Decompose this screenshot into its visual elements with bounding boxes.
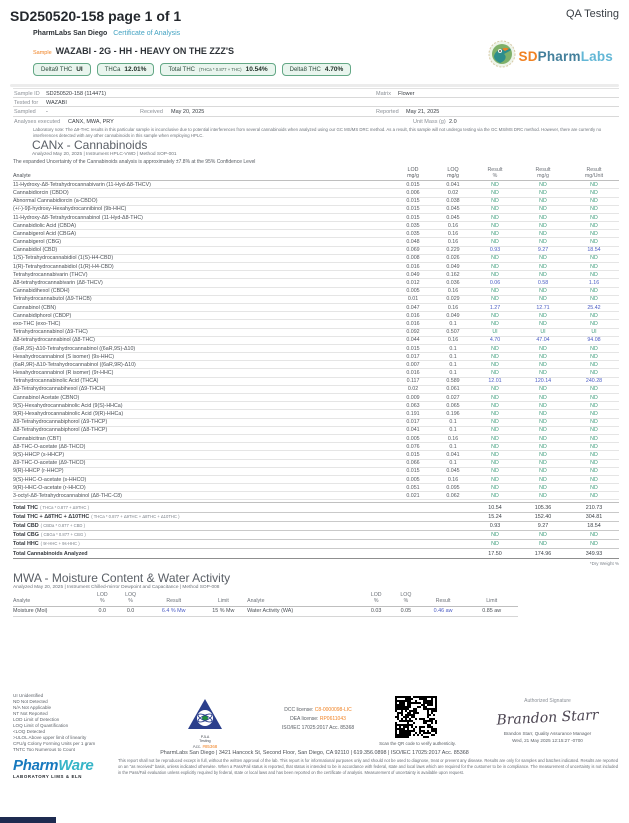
cannabinoid-row: 1(S)-Tetrahydrocannabidiol (1(S)-H4-CBD) 0.008 0.026 ND ND ND bbox=[13, 255, 619, 263]
cannabinoid-row: 9(R)-HHCP (r-HHCP) 0.015 0.045 ND ND ND bbox=[13, 468, 619, 476]
legend-list bbox=[13, 693, 95, 753]
sample-id-label: Sample ID bbox=[14, 91, 40, 97]
cannabinoid-row: Tetrahydrocannabinolic Acid (THCA) 0.117 0.589 12.01 120.14 240.28 bbox=[13, 378, 619, 386]
cannabinoids-table-header bbox=[13, 167, 619, 181]
header-analyte: Analyte bbox=[13, 173, 31, 180]
legend-item: CFU/g Colony Forming Units per 1 gram bbox=[13, 741, 96, 747]
summary-pills bbox=[33, 63, 351, 76]
matrix-label: Matrix bbox=[376, 91, 391, 97]
cannabinoid-table-body bbox=[13, 181, 619, 500]
sample-info-row bbox=[13, 98, 619, 108]
moisture-limit: 15 % Mw bbox=[212, 608, 235, 615]
sample-label: Sample bbox=[33, 50, 52, 56]
page-header bbox=[10, 8, 619, 24]
header-lod: LOD mg/g bbox=[407, 167, 419, 180]
cannabinoid-total-row: Total HHC ( 9r-HHC + 9s-HHC ) ND ND ND bbox=[13, 540, 619, 549]
license-block: DCC license: C8-0000098-LIC DEA license: RP0611043 ISO/IEC 17025:2017 Acc. 85368 bbox=[268, 706, 368, 732]
cannabinoids-meta: Analyzed May 20, 2025 | Instrument HPLC-VWD | Method SOP-001 bbox=[32, 152, 177, 157]
sample-info-row bbox=[13, 107, 619, 117]
water-activity-limit: 0.85 aw bbox=[482, 608, 502, 615]
cannabinoid-row: Cannabidiolic Acid (CBDA) 0.035 0.16 ND ND ND bbox=[13, 222, 619, 230]
signature-name-date: Brandon Starr, Quality Assurance Manager Wed, 21 May 2025 12:15:27 -0700 bbox=[503, 731, 592, 743]
moisture-table-header: Analyte LOD % LOQ % Result Limit Analyte LOD % LOQ % Result Limit bbox=[13, 593, 518, 607]
moisture-lod: 0.0 bbox=[98, 608, 107, 615]
cannabinoid-row: Cannabidihexol (CBDH) 0.005 0.16 ND ND ND bbox=[13, 288, 619, 296]
cannabinoid-row: Δ9-THC-O-acetate (Δ9-THCO) 0.066 0.1 ND ND ND bbox=[13, 460, 619, 468]
cannabinoid-row: (6aR,9S)-Δ10-Tetrahydrocannabinol ((6aR,9S)-Δ10) 0.015 0.1 ND ND ND bbox=[13, 345, 619, 353]
legend-item: LOD Limit of Detection bbox=[13, 717, 60, 723]
certificate-of-analysis-link[interactable]: Certificate of Analysis bbox=[113, 30, 181, 37]
lab-address-line: PharmLabs San Diego | 3421 Hancock St, Second Floor, San Diego, CA 92110 | 619.356.0898 | ISO/IEC 17025:2017 Acc. 85368 bbox=[160, 750, 469, 756]
tested-for-label: Tested for bbox=[14, 99, 39, 106]
cannabinoid-row: Tetrahydrocannabutol (Δ9-THCB) 0.01 0.029 ND ND ND bbox=[13, 296, 619, 304]
header-result-mgunit: Result mg/Unit bbox=[584, 167, 604, 180]
cannabinoid-row: Cannabicitran (CBT) 0.005 0.16 ND ND ND bbox=[13, 435, 619, 443]
qr-code-icon bbox=[395, 696, 437, 738]
unit-mass-value: 2.0 bbox=[449, 118, 457, 125]
header-result-pct: Result % bbox=[487, 167, 503, 180]
cannabinoid-total-row: Total CBD ( CBDa * 0.877 + CBD ) 0.93 9.27 18.54 bbox=[13, 522, 619, 531]
header-divider bbox=[10, 84, 619, 87]
moisture-table bbox=[13, 593, 518, 617]
pjla-accreditation-icon bbox=[187, 717, 223, 734]
summary-pill-1: THCa 12.01% bbox=[97, 63, 155, 76]
iso-accreditation: ISO/IEC 17025:2017 Acc. 85368 bbox=[281, 724, 355, 731]
cannabinoid-row: 9(S)-HHC-O-acetate (s-HHCO) 0.005 0.16 ND ND ND bbox=[13, 476, 619, 484]
cannabinoids-uncertainty: The expanded Uncertainty of the Cannabinoids analysis is approximately ±7.8% at the 95% Confidence Level bbox=[13, 159, 256, 165]
sample-info-table bbox=[13, 88, 619, 127]
pharmware-logo bbox=[13, 757, 108, 779]
moisture-row bbox=[13, 607, 518, 617]
analyses-value: CANX, MWA, PRY bbox=[68, 118, 114, 125]
cannabinoid-row: Abnormal Cannabidiorcin (a-CBDO) 0.015 0.038 ND ND ND bbox=[13, 198, 619, 206]
summary-pill-2: Total THC (THCa * 0.877 + THC) 10.54% bbox=[160, 63, 275, 76]
cannabinoid-row: (+/-)-9β-hydroxy-Hexahydrocannibinol (9b-HHC) 0.015 0.045 ND ND ND bbox=[13, 206, 619, 214]
report-disclaimer: This report shall not be reproduced except in full, without the written approval of the lab. This report is for informational purposes only and should not be used to diagnose, treat or prevent any disease. Results are only for samples and batches indicated. Results are reported on an "as received" basis, unless indicated otherwise. When a Pass/Fail status is reported, that status is intended to be in accordance with federal, state and local laws which are required for the customer to be in compliance. The measurement of uncertainty is not included in the Pass/Fail evaluation unless explicitly required by federal, state or local laws and has been reported on the certificate of analysis. Measurement of uncertainty is available upon request. bbox=[118, 758, 618, 776]
cannabinoid-row: 11-Hydroxy-Δ8-Tetrahydrocannabivarin (11-Hyd-Δ8-THCV) 0.015 0.041 ND ND ND bbox=[13, 181, 619, 189]
cannabinoid-row: Δ8-tetrahydrocannabivarin (Δ8-THCV) 0.012 0.036 0.06 0.58 1.16 bbox=[13, 279, 619, 287]
cannabinoid-row: 9(S)-Hexahydrocannabinolic Acid (9(S)-HHCa) 0.063 0.065 ND ND ND bbox=[13, 402, 619, 410]
cannabinoid-row: Cannabigerol Acid (CBGA) 0.035 0.16 ND ND ND bbox=[13, 230, 619, 238]
summary-pill-0: Delta9 THC UI bbox=[33, 63, 91, 76]
cannabinoid-row: Cannabidiorcin (CBDO) 0.006 0.02 ND ND ND bbox=[13, 189, 619, 197]
dry-weight-note: *Dry Weight % bbox=[589, 560, 619, 566]
qr-caption: Scan the QR code to verify authenticity. bbox=[379, 741, 456, 746]
sample-name: WAZABI - 2G - HH - HEAVY ON THE ZZZ'S bbox=[55, 46, 234, 56]
legend-item: UI Unidentified bbox=[13, 693, 44, 698]
cannabinoid-row: Δ9-Tetrahydrocannabihexol (Δ9-THCH) 0.02 0.061 ND ND ND bbox=[13, 386, 619, 394]
cannabinoid-totals bbox=[13, 502, 619, 558]
cannabinoid-total-row: Total CBG ( CBGa * 0.877 + CBG ) ND ND ND bbox=[13, 531, 619, 540]
legend-item: <LOQ Detected bbox=[13, 729, 46, 735]
analyses-label: Analyses executed bbox=[14, 118, 61, 125]
lab-name: PharmLabs San Diego bbox=[33, 30, 108, 37]
reported-label: Reported bbox=[376, 109, 399, 115]
cannabinoid-row: 9(R)-Hexahydrocannabinolic Acid (9(R)-HHCa) 0.191 0.196 ND ND ND bbox=[13, 410, 619, 418]
cannabinoid-row: Tetrahydrocannabinol (Δ9-THC) 0.092 0.507 UI UI UI bbox=[13, 329, 619, 337]
sampled-label: Sampled bbox=[14, 109, 36, 115]
received-value: May 20, 2025 bbox=[171, 109, 205, 115]
water-activity-analyte: Water Activity (WA) bbox=[247, 608, 294, 615]
pjla-accreditation-number: Acc. #85368 bbox=[192, 743, 218, 749]
cannabinoid-row: Cannabinol Acetate (CBNO) 0.009 0.027 ND ND ND bbox=[13, 394, 619, 402]
qr-grid bbox=[395, 696, 437, 738]
legend-item: >ULOL Above upper limit of linearity bbox=[13, 735, 87, 741]
moisture-result: 6.4 % Mw bbox=[161, 608, 186, 615]
cannabinoid-row: 9(R)-HHC-O-acetate (r-HHCO) 0.051 0.095 ND ND ND bbox=[13, 484, 619, 492]
moisture-analyte: Moisture (Moi) bbox=[13, 608, 48, 615]
water-activity-lod: 0.03 bbox=[370, 608, 382, 615]
moisture-meta: Analyzed May 20, 2025 | Instrument Chilled-mirror Dewpoint and Capacitance | Method SOP-008 bbox=[13, 585, 220, 590]
moisture-loq: 0.0 bbox=[126, 608, 135, 615]
cannabinoid-row: Tetrahydrocannabivarin (THCV) 0.049 0.162 ND ND ND bbox=[13, 271, 619, 279]
sdpharmlabs-logo bbox=[488, 40, 614, 73]
pharmware-caption: LABORATORY LIMS & ELN bbox=[13, 774, 83, 779]
received-label: Received bbox=[140, 109, 163, 115]
cannabinoid-row: 11-Hydroxy-Δ8-Tetrahydrocannabinol (11-Hyd-Δ8-THC) 0.015 0.045 ND ND ND bbox=[13, 214, 619, 222]
cannabinoid-row: 3-octyl-Δ8-Tetrahydrocannabinol (Δ8-THC-C8) 0.021 0.062 ND ND ND bbox=[13, 492, 619, 500]
cannabinoid-row: Cannabinol (CBN) 0.047 0.16 1.27 12.71 25.42 bbox=[13, 304, 619, 312]
pjla-accreditation: PJLA Testing Acc. #85368 bbox=[183, 698, 227, 749]
sample-id-value: SD250520-158 (114471) bbox=[46, 91, 107, 97]
summary-pill-3: Delta8 THC 4.70% bbox=[282, 63, 352, 76]
sdpharmlabs-badge-icon bbox=[488, 40, 516, 73]
cannabinoid-row: Cannabigerol (CBG) 0.048 0.16 ND ND ND bbox=[13, 238, 619, 246]
page-footer-bar bbox=[0, 817, 56, 823]
matrix-value: Flower bbox=[398, 91, 415, 97]
legend-item: LOQ Limit of Quantification bbox=[13, 723, 69, 729]
cannabinoid-row: 1(R)-Tetrahydrocannabidiol (1(R)-H4-CBD) 0.016 0.049 ND ND ND bbox=[13, 263, 619, 271]
lab-header-line bbox=[33, 30, 180, 37]
sampled-value: - bbox=[46, 109, 48, 115]
water-activity-result: 0.46 aw bbox=[433, 608, 453, 615]
cannabinoid-row: Δ9-Tetrahydrocannabiphorol (Δ9-THCP) 0.017 0.1 ND ND ND bbox=[13, 419, 619, 427]
header-result-mgg: Result mg/g bbox=[535, 167, 551, 180]
dea-license-link[interactable]: RP0611043 bbox=[319, 715, 346, 722]
cannabinoid-row: Cannabidiphorol (CBDP) 0.016 0.049 ND ND ND bbox=[13, 312, 619, 320]
cannabinoid-row: Hexahydrocannabinol (R isomer) (9r-HHC) 0.016 0.1 ND ND ND bbox=[13, 369, 619, 377]
cannabinoids-table bbox=[13, 167, 619, 566]
signature-script: Brandon Starr bbox=[496, 707, 599, 729]
water-activity-loq: 0.05 bbox=[400, 608, 412, 615]
sample-name-line bbox=[33, 46, 234, 56]
sample-info-row bbox=[13, 117, 619, 127]
sdpharmlabs-wordmark: SDPharmLabs bbox=[518, 49, 613, 64]
authorized-signature-label: Authorized Signature bbox=[524, 698, 571, 704]
pharmware-wordmark-icon: PharmWare bbox=[13, 757, 94, 774]
sample-info-row bbox=[13, 88, 619, 98]
cannabinoid-total-row: Total THC ( THCa * 0.877 + Δ9THC ) 10.54 105.36 210.73 bbox=[13, 503, 619, 512]
document-title: SD250520-158 page 1 of 1 bbox=[10, 8, 182, 24]
cannabinoids-section-title: CANx - Cannabinoids bbox=[32, 138, 148, 152]
reported-value: May 21, 2025 bbox=[406, 109, 440, 115]
header-loq: LOQ mg/g bbox=[447, 167, 459, 180]
cannabinoid-row: Δ8-tetrahydrocannabinol (Δ8-THC) 0.044 0.16 4.70 47.04 94.08 bbox=[13, 337, 619, 345]
legend-item: TNTC Too Numerous to Count bbox=[13, 747, 75, 753]
qa-testing-label: QA Testing bbox=[566, 8, 619, 20]
legend-item: N/A Not Applicable bbox=[13, 705, 52, 711]
dcc-license-link[interactable]: C8-0000098-LIC bbox=[314, 707, 352, 713]
legend-item: ND Not Detected bbox=[13, 699, 48, 705]
cannabinoid-total-row: Total Cannabinoids Analyzed 17.50 174.96 349.93 bbox=[13, 549, 619, 558]
cannabinoid-row: exo-THC (exo-THC) 0.016 0.1 ND ND ND bbox=[13, 320, 619, 328]
cannabinoid-row: Hexahydrocannabinol (S isomer) (9s-HHC) 0.017 0.1 ND ND ND bbox=[13, 353, 619, 361]
laboratory-note: Laboratory note: The Δ9-THC results in this particular sample is inconclusive due to potential interferences from several cannabinoids when analyzed using our GC MS/MS DRC method. As a result, this sample will not undergo testing via the GC MS/MS DRC method. However, there are currently no interferences detected with any other cannabinoids in this sample when employing HPLC. bbox=[33, 127, 602, 139]
unit-mass-label: Unit Mass (g) bbox=[413, 118, 446, 125]
cannabinoid-row: (6aR,9R)-Δ10-Tetrahydrocannabinol ((6aR,9R)-Δ10) 0.007 0.1 ND ND ND bbox=[13, 361, 619, 369]
cannabinoid-row: 9(S)-HHCP (s-HHCP) 0.015 0.041 ND ND ND bbox=[13, 451, 619, 459]
moisture-section-title: MWA - Moisture Content & Water Activity bbox=[13, 571, 231, 585]
cannabinoid-row: Δ8-THC-O-acetate (Δ8-THCO) 0.076 0.1 ND ND ND bbox=[13, 443, 619, 451]
cannabinoid-row: Δ8-Tetrahydrocannabiphorol (Δ8-THCP) 0.041 0.1 ND ND ND bbox=[13, 427, 619, 435]
tested-for-value: WAZABI bbox=[46, 99, 67, 106]
cannabinoid-total-row: Total THC + Δ8THC + Δ10THC ( THCa * 0.877 + Δ9THC + Δ8THC + Δ10THC ) 15.24 152.40 304.81 bbox=[13, 513, 619, 522]
signature-block bbox=[480, 698, 615, 744]
cannabinoid-row: Cannabidiol (CBD) 0.069 0.229 0.93 9.27 18.54 bbox=[13, 247, 619, 255]
legend-item: NT Not Reported bbox=[13, 711, 48, 717]
